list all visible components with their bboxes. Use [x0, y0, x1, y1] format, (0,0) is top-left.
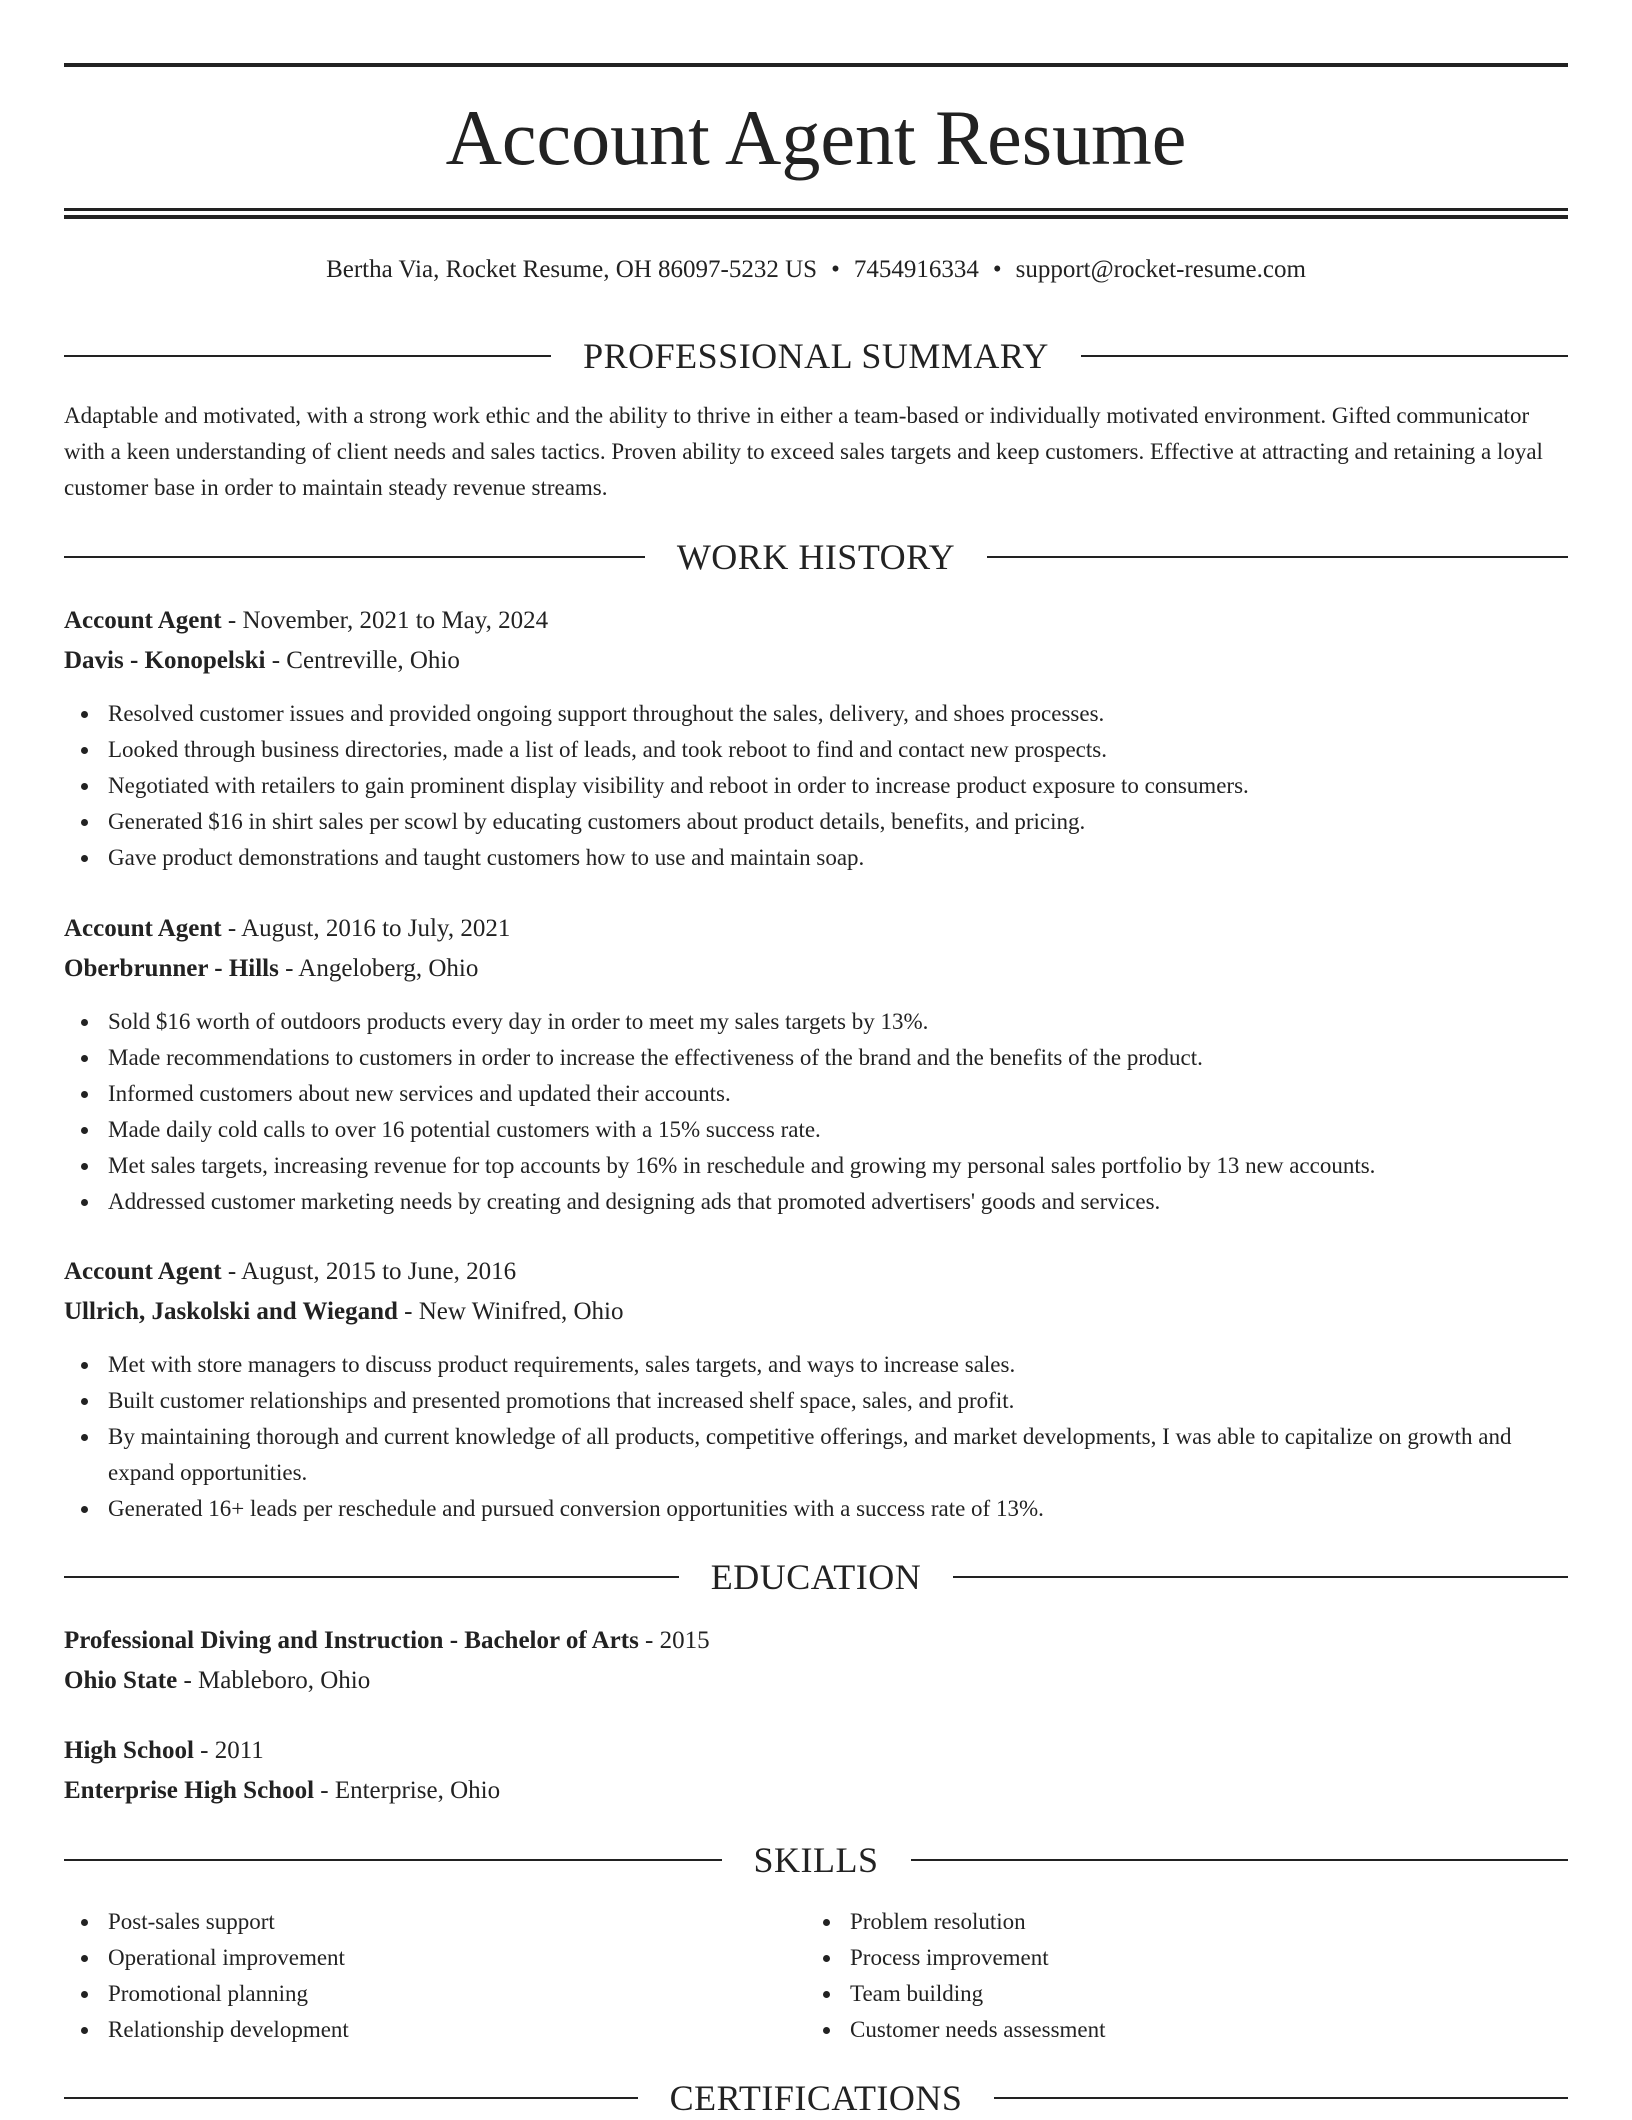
section-title: EDUCATION [710, 1557, 922, 1597]
job-company-row [64, 949, 1568, 989]
list-item: Met with store managers to discuss product requirements, sales targets, and ways to increase sales. [64, 1347, 1568, 1383]
job-entry [64, 1252, 1568, 1332]
section-title: CERTIFICATIONS [669, 2078, 963, 2118]
list-item: Sold $16 worth of outdoors products every day in order to meet my sales targets by 13%. [64, 1004, 1568, 1040]
job-title-row [64, 601, 1568, 641]
section-rule [994, 2097, 1568, 2099]
section-rule [64, 556, 645, 558]
job-bullets [64, 696, 1568, 876]
education-entry [64, 1621, 1568, 1701]
job-dates: - November, 2021 to May, 2024 [227, 607, 549, 634]
job-title: Account Agent [64, 607, 222, 634]
skill-item: Relationship development [64, 2012, 1568, 2048]
list-item: Looked through business directories, made a list of leads, and took reboot to find and contact new prospects. [64, 732, 1568, 768]
education-entry [64, 1731, 1568, 1811]
job-location: - New Winifred, Ohio [404, 1298, 624, 1325]
education-degree: High School [64, 1737, 194, 1764]
skill-item: Team building [806, 1976, 1632, 2012]
skills-list-right [806, 1904, 1632, 2048]
section-header-work-history [64, 535, 1568, 579]
title-rule-upper [64, 208, 1568, 211]
contact-line [64, 252, 1568, 288]
skill-item: Process improvement [806, 1940, 1632, 1976]
list-item: Generated $16 in shirt sales per scowl by educating customers about product details, benefits, and pricing. [64, 804, 1568, 840]
education-degree-row [64, 1621, 1568, 1661]
title-rule-lower [64, 215, 1568, 219]
job-bullets [64, 1004, 1568, 1220]
education-school-row [64, 1771, 1568, 1811]
skill-item: Promotional planning [64, 1976, 1568, 2012]
job-company-row [64, 641, 1568, 681]
section-header-skills [64, 1838, 1568, 1882]
job-entry [64, 601, 1568, 681]
education-school: Ohio State [64, 1667, 178, 1694]
top-rule [64, 63, 1568, 67]
job-title-row [64, 1252, 1568, 1292]
education-degree: Professional Diving and Instruction - Bachelor of Arts [64, 1627, 639, 1654]
skill-item: Problem resolution [806, 1904, 1632, 1940]
list-item: Made daily cold calls to over 16 potential customers with a 15% success rate. [64, 1112, 1568, 1148]
job-location: - Angeloberg, Ohio [285, 955, 479, 982]
job-company: Oberbrunner - Hills [64, 955, 279, 982]
list-item: Gave product demonstrations and taught customers how to use and maintain soap. [64, 840, 1568, 876]
contact-phone: 7454916334 [853, 256, 979, 283]
job-title-row [64, 909, 1568, 949]
contact-email: support@rocket-resume.com [1015, 256, 1306, 283]
list-item: Resolved customer issues and provided ongoing support throughout the sales, delivery, and shoes processes. [64, 696, 1568, 732]
list-item: Met sales targets, increasing revenue for top accounts by 16% in reschedule and growing my personal sales portfolio by 13 new accounts. [64, 1148, 1568, 1184]
section-rule [987, 556, 1568, 558]
education-school-row [64, 1661, 1568, 1701]
section-header-certifications [64, 2076, 1568, 2120]
education-year: - 2011 [200, 1737, 264, 1764]
contact-separator: • [831, 256, 840, 283]
list-item: Informed customers about new services and updated their accounts. [64, 1076, 1568, 1112]
job-bullets [64, 1347, 1568, 1527]
section-rule [64, 1576, 679, 1578]
contact-address: Bertha Via, Rocket Resume, OH 86097-5232 US [326, 256, 818, 283]
section-rule [64, 1859, 722, 1861]
section-rule [64, 2097, 638, 2099]
section-rule [64, 355, 551, 357]
education-school: Enterprise High School [64, 1777, 315, 1804]
section-title: WORK HISTORY [676, 537, 956, 577]
section-rule [911, 1859, 1569, 1861]
job-company: Davis - Konopelski [64, 647, 266, 674]
section-header-summary [64, 334, 1568, 378]
page-title: Account Agent Resume [445, 94, 1187, 181]
skill-item: Operational improvement [64, 1940, 1568, 1976]
list-item: Addressed customer marketing needs by creating and designing ads that promoted advertisers' goods and services. [64, 1184, 1568, 1220]
job-entry [64, 909, 1568, 989]
job-dates: - August, 2016 to July, 2021 [227, 915, 511, 942]
job-location: - Centreville, Ohio [271, 647, 460, 674]
list-item: Made recommendations to customers in order to increase the effectiveness of the brand and the benefits of the product. [64, 1040, 1568, 1076]
list-item: Negotiated with retailers to gain prominent display visibility and reboot in order to increase product exposure to consumers. [64, 768, 1568, 804]
job-company-row [64, 1292, 1568, 1332]
list-item: By maintaining thorough and current knowledge of all products, competitive offerings, and market developments, I was able to capitalize on growth and expand opportunities. [64, 1419, 1568, 1491]
contact-separator: • [992, 256, 1002, 283]
education-degree-row [64, 1731, 1568, 1771]
section-title: SKILLS [753, 1840, 879, 1880]
job-title: Account Agent [64, 1258, 222, 1285]
education-location: - Mableboro, Ohio [183, 1667, 371, 1694]
list-item: Built customer relationships and presented promotions that increased shelf space, sales, and profit. [64, 1383, 1568, 1419]
section-header-education [64, 1555, 1568, 1599]
section-title: PROFESSIONAL SUMMARY [583, 336, 1049, 376]
job-dates: - August, 2015 to June, 2016 [227, 1258, 517, 1285]
job-company: Ullrich, Jaskolski and Wiegand [64, 1298, 398, 1325]
list-item: Generated 16+ leads per reschedule and pursued conversion opportunities with a success rate of 13%. [64, 1491, 1568, 1527]
section-rule [953, 1576, 1568, 1578]
education-year: - 2015 [645, 1627, 710, 1654]
education-location: - Enterprise, Ohio [320, 1777, 501, 1804]
skill-item: Customer needs assessment [806, 2012, 1632, 2048]
summary-text: Adaptable and motivated, with a strong work ethic and the ability to thrive in either a team-based or individually motivated environment. Gifted communicator with a keen understanding of client needs and sales tactics. Proven ability to exceed sales targets and keep customers. Effective at attracting and retaining a loyal customer base in order to maintain steady revenue streams. [64, 403, 1543, 500]
skill-item: Post-sales support [64, 1904, 1568, 1940]
section-rule [1081, 355, 1568, 357]
job-title: Account Agent [64, 915, 222, 942]
